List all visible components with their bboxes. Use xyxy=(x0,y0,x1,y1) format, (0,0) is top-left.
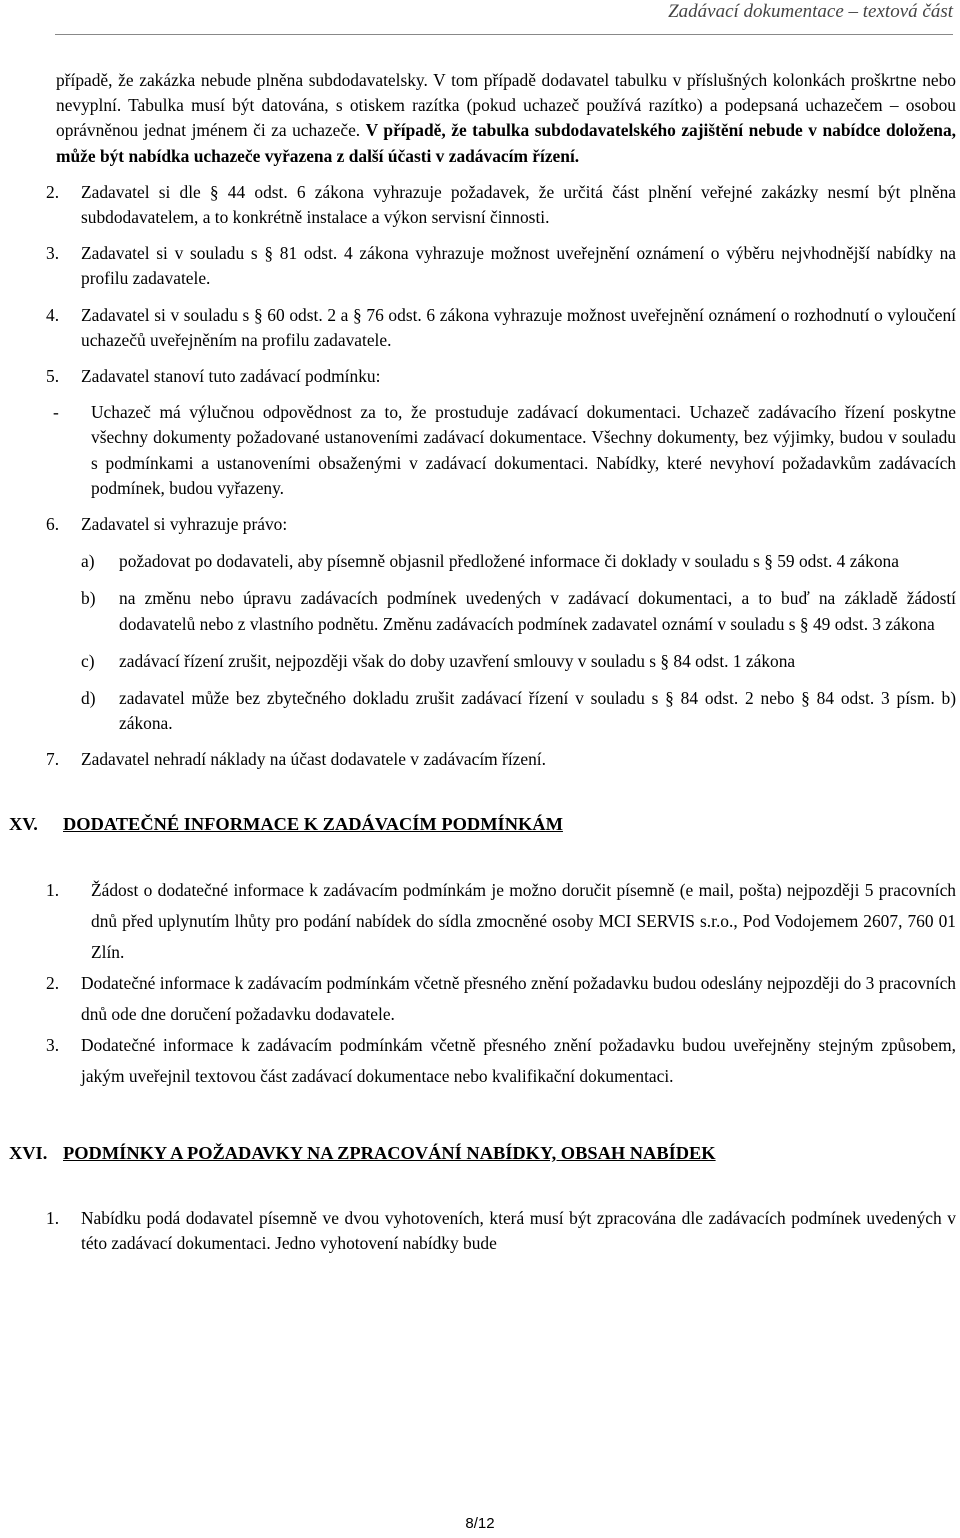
item-number: 3. xyxy=(46,1034,60,1055)
sub-item xyxy=(81,586,956,636)
document-body xyxy=(9,68,956,1256)
sub-item xyxy=(81,549,956,574)
item-number: 1. xyxy=(46,879,60,900)
list-item xyxy=(46,875,956,968)
item-text: Zadavatel stanoví tuto zadávací podmínku: xyxy=(81,366,381,387)
section-title: DODATEČNÉ INFORMACE K ZADÁVACÍM PODMÍNKÁM xyxy=(63,813,563,834)
item-text: Žádost o dodatečné informace k zadávacím podmínkám je možno doručit písemně (e mail, pošta) nejpozději 5 pracovních dnů před uplynutím lhůty pro podání nabídek do sídla zmocněné osoby MCI SERVIS s.r.o., Pod Vodojemem 2607, 760 01 Zlín. xyxy=(91,879,956,962)
item-text: Nabídku podá dodavatel písemně ve dvou vyhotoveních, která musí být zpracována dle zadávacích podmínek uvedených v této zadávací dokumentaci. Jedno vyhotovení nabídky bude xyxy=(81,1207,956,1253)
item-number: 3. xyxy=(46,243,60,264)
section-number: XV. xyxy=(9,813,38,834)
dash-text: Uchazeč má výlučnou odpovědnost za to, že prostuduje zadávací dokumentaci. Uchazeč zadávacího řízení poskytne všechny dokumenty požadované ustanoveními zadávací dokumentace. Všechny dokumenty, bez výjimky, budou v souladu s podmínkami a ustanoveními obsaženými v zadávací dokumentaci. Nabídky, které nevyhoví požadavkům zadávacích podmínek, budou vyřazeny. xyxy=(91,402,956,498)
section-number: XVI. xyxy=(9,1142,48,1163)
sub-item-letter: d) xyxy=(81,688,96,709)
sub-item-text: na změnu nebo úpravu zadávacích podmínek uvedených v zadávací dokumentaci, a to buď na základě žádostí dodavatelů nebo z vlastního podnětu. Změnu zadávacích podmínek zadavatel oznámí v souladu s § 49 odst. 3 zákona xyxy=(119,588,956,634)
sub-item xyxy=(81,686,956,736)
item-number: 5. xyxy=(46,366,60,387)
item-number: 4. xyxy=(46,304,60,325)
sub-item-letter: b) xyxy=(81,588,96,609)
item-number: 2. xyxy=(46,972,60,993)
page-header: Zadávací dokumentace – textová část xyxy=(668,1,953,22)
list-item xyxy=(46,241,956,291)
item-number: 1. xyxy=(46,1207,60,1228)
sub-item xyxy=(81,649,956,674)
list-item xyxy=(46,1206,956,1256)
list-item xyxy=(46,747,956,772)
item-text: Dodatečné informace k zadávacím podmínkám včetně přesného znění požadavku budou odeslány nejpozději do 3 pracovních dnů ode dne doručení požadavku dodavatele. xyxy=(81,972,956,1024)
sub-item-text: zadávací řízení zrušit, nejpozději však do doby uzavření smlouvy v souladu s § 84 odst. 1 zákona xyxy=(119,650,796,671)
intro-bold-warning: V případě, že tabulka subdodavatelského zajištění nebude v nabídce doložena, může být nabídka uchazeče vyřazena z další účasti v zadávacím řízení. xyxy=(56,120,956,166)
list-item xyxy=(46,1030,956,1092)
item-text: Zadavatel nehradí náklady na účast dodavatele v zadávacím řízení. xyxy=(81,749,546,770)
item-text: Zadavatel si v souladu s § 60 odst. 2 a § 76 odst. 6 zákona vyhrazuje možnost uveřejnění oznámení o rozhodnutí o vyloučení uchazečů uveřejněním na profilu zadavatele. xyxy=(81,304,956,350)
list-item xyxy=(46,968,956,1030)
item-number: 6. xyxy=(46,514,60,535)
list-item xyxy=(46,180,956,230)
list-item xyxy=(46,303,956,353)
dash-item xyxy=(53,400,956,501)
intro-text: případě, že zakázka nebude plněna subdodavatelsky. V tom případě dodavatel tabulku v příslušných kolonkách proškrtne nebo nevyplní. Tabulka musí být datována, s otiskem razítka (pokud uchazeč používá razítko) a podepsaná uchazečem – osobou oprávněnou jednat jménem či za uchazeče. xyxy=(56,70,956,141)
item-text: Dodatečné informace k zadávacím podmínkám včetně přesného znění požadavku budou uveřejněny stejným způsobem, jakým uveřejnil textovou část zadávací dokumentace nebo kvalifikační dokumentaci. xyxy=(81,1034,956,1086)
list-item xyxy=(46,512,956,537)
item-text: Zadavatel si vyhrazuje právo: xyxy=(81,514,288,535)
list-item xyxy=(46,364,956,389)
section-heading-xvi xyxy=(9,1140,956,1166)
page-number: 8/12 xyxy=(465,1515,495,1532)
item-number: 7. xyxy=(46,749,60,770)
dash-marker: - xyxy=(53,402,59,423)
sub-item-letter: c) xyxy=(81,650,95,671)
item-text: Zadavatel si v souladu s § 81 odst. 4 zákona vyhrazuje možnost uveřejnění oznámení o výběru nejvhodnější nabídky na profilu zadavatele. xyxy=(81,243,956,289)
item-number: 2. xyxy=(46,181,60,202)
intro-paragraph xyxy=(56,68,956,169)
sub-item-text: požadovat po dodavateli, aby písemně objasnil předložené informace či doklady v souladu s § 59 odst. 4 zákona xyxy=(119,551,899,572)
section-title: PODMÍNKY A POŽADAVKY NA ZPRACOVÁNÍ NABÍDKY, OBSAH NABÍDEK xyxy=(63,1142,716,1163)
sub-item-text: zadavatel může bez zbytečného dokladu zrušit zadávací řízení v souladu s § 84 odst. 2 nebo § 84 odst. 3 písm. b) zákona. xyxy=(119,688,956,734)
header-divider xyxy=(55,34,953,35)
section-heading-xv xyxy=(9,811,956,837)
sub-item-letter: a) xyxy=(81,551,95,572)
item-text: Zadavatel si dle § 44 odst. 6 zákona vyhrazuje požadavek, že určitá část plnění veřejné zakázky nesmí být plněna subdodavatelem, a to konkrétně instalace a výkon servisní činnosti. xyxy=(81,181,956,228)
